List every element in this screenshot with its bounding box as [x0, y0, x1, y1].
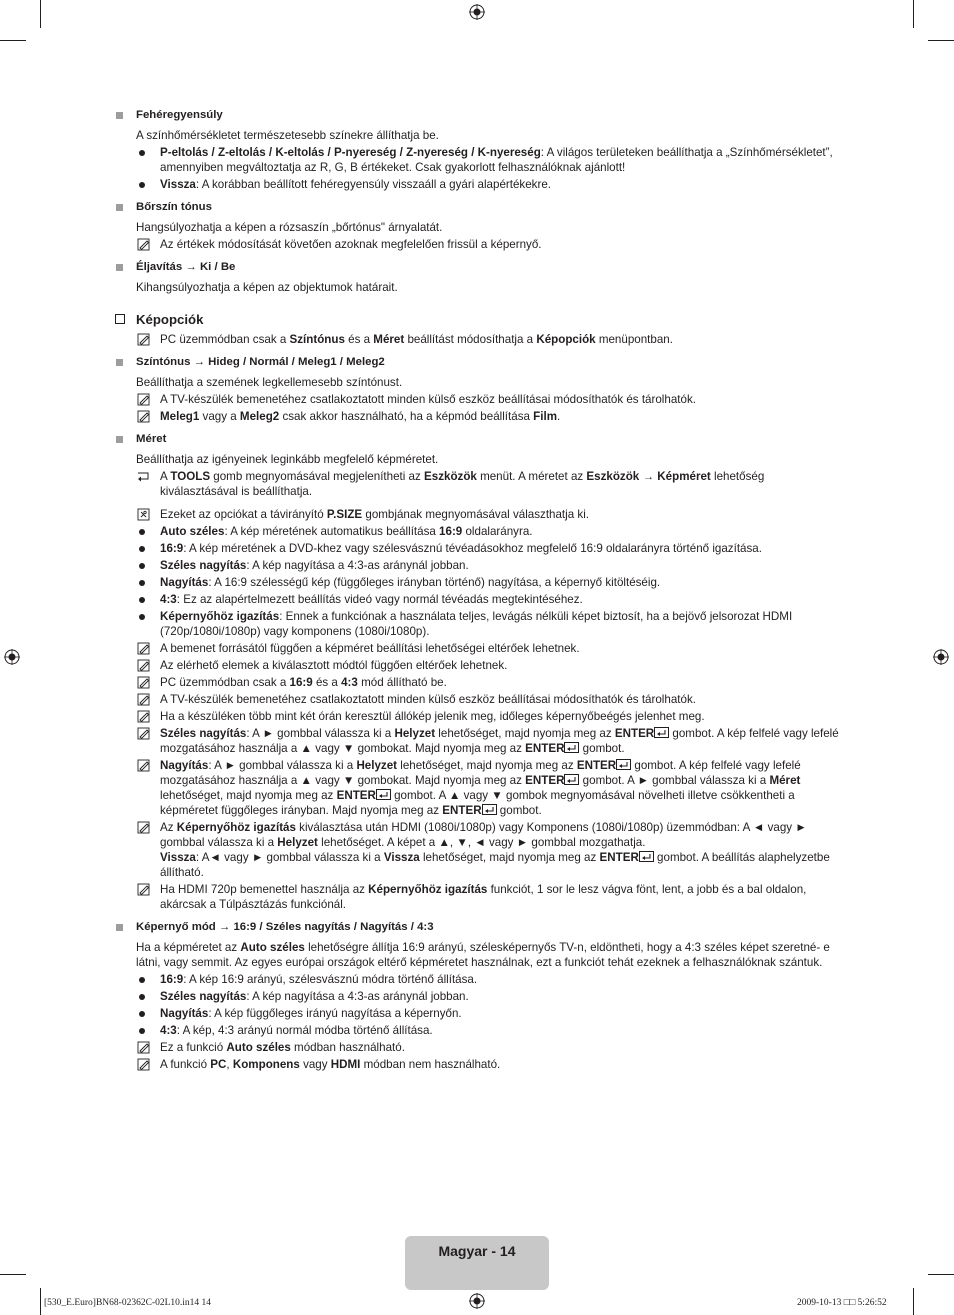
paragraph: Hangsúlyozhatja a képen a rózsaszín „bőrtónus" árnyalatát.: [136, 221, 443, 234]
enter-icon: [616, 759, 631, 770]
enter-icon: [482, 804, 497, 815]
file-info: [530_E.Euro]BN68-02362C-02L10.in14 14: [44, 1298, 212, 1308]
list-item: Nagyítás: A 16:9 szélességű kép (függőleges irányban történő) nagyítása, a képernyő kitöltéséig.: [115, 575, 845, 590]
crop-mark: [928, 40, 954, 41]
section-title: Éljavítás → Ki / Be: [115, 260, 845, 275]
bullet-icon: [139, 1028, 145, 1034]
note: Az elérhető elemek a kiválasztott módtól függően eltérőek lehetnek.: [115, 658, 845, 673]
list-item: 16:9: A kép 16:9 arányú, szélesvásznú módra történő állítása.: [115, 972, 845, 987]
tools-note: A TOOLS gomb megnyomásával megjelenítheti az Eszközök menüt. A méretet az Eszközök → Képméret lehetőség kiválasztásával is beállíthatja.: [115, 469, 845, 499]
registration-mark-icon: [933, 649, 949, 665]
note-icon: [137, 727, 151, 740]
section-title: Színtónus → Hideg / Normál / Meleg1 / Meleg2: [115, 355, 845, 370]
list-item: Nagyítás: A kép függőleges irányú nagyítása a képernyőn.: [115, 1006, 845, 1021]
section-title: Fehéregyensúly: [115, 108, 845, 123]
crop-mark: [913, 1288, 914, 1315]
note: A TV-készülék bemenetéhez csatlakoztatott minden külső eszköz beállításai módosíthatók és tárolhatók.: [115, 392, 845, 407]
bullet-icon: [139, 563, 145, 569]
page-number-badge: Magyar - 14: [405, 1236, 549, 1290]
note-icon: [137, 659, 151, 672]
list-item: P-eltolás / Z-eltolás / K-eltolás / P-nyereség / Z-nyereség / K-nyereség: A világos területeken beállíthatja a „Színhőmérsékletet”, amennyiben megváltoztatja az R, G, B értékeket. Csak gyakorlott felhasználóknak ajánlott!: [115, 145, 845, 175]
print-timestamp: 2009-10-13 □□ 5:26:52: [797, 1298, 887, 1308]
bullet-icon: [139, 580, 145, 586]
remote-note: Ezeket az opciókat a távirányító P.SIZE gombjának megnyomásával választhatja ki.: [115, 507, 845, 522]
paragraph: A színhőmérsékletet természetesebb színekre állíthatja be.: [136, 129, 439, 142]
list-item: Auto széles: A kép méretének automatikus beállítása 16:9 oldalarányra.: [115, 524, 845, 539]
list-item: 4:3: Ez az alapértelmezett beállítás videó vagy normál tévéadás megtekintéséhez.: [115, 592, 845, 607]
note-icon: [137, 238, 151, 251]
registration-mark-icon: [4, 649, 20, 665]
enter-icon: [564, 742, 579, 753]
list-item: 16:9: A kép méretének a DVD-khez vagy szélesvásznú tévéadásokhoz megfelelő 16:9 oldalarányra történő igazítása.: [115, 541, 845, 556]
square-bullet-icon: [116, 204, 123, 211]
square-bullet-icon: [116, 264, 123, 271]
enter-icon: [376, 789, 391, 800]
note-icon: [137, 410, 151, 423]
note-icon: [137, 821, 151, 834]
list-item: Képernyőhöz igazítás: Ennek a funkciónak a használata teljes, levágás nélküli képet biztosít, ha a bejövő jelsorozat HDMI (720p/1080i/1080p) vagy komponens (1080i/1080p).: [115, 609, 845, 639]
bullet-icon: [139, 1011, 145, 1017]
bullet-icon: [139, 977, 145, 983]
registration-mark-icon: [469, 4, 485, 20]
note: Ha a készüléken több mint két órán keresztül állókép jelenik meg, időleges képernyőbeégés jelenhet meg.: [115, 709, 845, 724]
square-bullet-icon: [116, 436, 123, 443]
section-title: Méret: [115, 432, 845, 447]
note: PC üzemmódban csak a Színtónus és a Méret beállítást módosíthatja a Képopciók menüpontban.: [115, 332, 845, 347]
bullet-icon: [139, 182, 145, 188]
checkbox-square-icon: [115, 314, 125, 324]
note: Széles nagyítás: A ► gombbal válassza ki a Helyzet lehetőséget, majd nyomja meg az ENTER gombot. A kép felfelé vagy lefelé mozgatásához használja a ▲ vagy ▼ gombokat. Majd nyomja meg az ENTER gombot.: [115, 726, 845, 756]
note: Meleg1 vagy a Meleg2 csak akkor használható, ha a képmód beállítása Film.: [115, 409, 845, 424]
note: A TV-készülék bemenetéhez csatlakoztatott minden külső eszköz beállításai módosíthatók és tárolhatók.: [115, 692, 845, 707]
note-icon: [137, 710, 151, 723]
crop-mark: [40, 0, 41, 28]
paragraph: Ha a képméretet az Auto széles lehetőségre állítja 16:9 arányú, szélesképernyős TV-n, eldöntheti, hogy a 4:3 széles képet szeretné- e látni, vagy semmit. Az egyes európai országok eltérő képméretet használnak, ezt a funkciót tehát ezeknek a felhasználóknak szántuk.: [136, 941, 830, 969]
list-item: 4:3: A kép, 4:3 arányú normál módba történő állítása.: [115, 1023, 845, 1038]
note: A funkció PC, Komponens vagy HDMI módban nem használható.: [115, 1057, 845, 1072]
note-icon: [137, 759, 151, 772]
note-icon: [137, 883, 151, 896]
tools-icon: [137, 470, 151, 483]
note-icon: [137, 693, 151, 706]
note-icon: [137, 333, 151, 346]
square-bullet-icon: [116, 359, 123, 366]
note: Az értékek módosítását követően azoknak megfelelően frissül a képernyő.: [115, 237, 845, 252]
bullet-icon: [139, 546, 145, 552]
bullet-icon: [139, 597, 145, 603]
bullet-icon: [139, 614, 145, 620]
square-bullet-icon: [116, 112, 123, 119]
registration-mark-icon: [469, 1293, 485, 1309]
note-icon: [137, 393, 151, 406]
list-item: Vissza: A korábban beállított fehéregyensúly visszaáll a gyári alapértékekre.: [115, 177, 845, 192]
heading-kepopciok: Képopciók: [115, 311, 845, 328]
list-item: Széles nagyítás: A kép nagyítása a 4:3-as aránynál jobban.: [115, 558, 845, 573]
paragraph: Beállíthatja a szemének legkellemesebb színtónust.: [136, 376, 403, 389]
note: A bemenet forrásától függően a képméret beállítási lehetőségei eltérőek lehetnek.: [115, 641, 845, 656]
bullet-icon: [139, 994, 145, 1000]
note: Ez a funkció Auto széles módban használható.: [115, 1040, 845, 1055]
enter-icon: [654, 727, 669, 738]
page-content: [115, 108, 845, 1072]
remote-icon: [137, 508, 151, 521]
bullet-icon: [139, 150, 145, 156]
note: PC üzemmódban csak a 16:9 és a 4:3 mód állítható be.: [115, 675, 845, 690]
crop-mark: [0, 1274, 26, 1275]
crop-mark: [40, 1288, 41, 1315]
note: Ha HDMI 720p bemenettel használja az Képernyőhöz igazítás funkciót, 1 sor le lesz vágva fönt, lent, a jobb és a bal oldalon, akárcsak a Túlpásztázás funkciónál.: [115, 882, 845, 912]
crop-mark: [913, 0, 914, 28]
enter-icon: [639, 851, 654, 862]
bullet-icon: [139, 529, 145, 535]
enter-icon: [564, 774, 579, 785]
paragraph: Beállíthatja az igényeinek leginkább megfelelő képméretet.: [136, 453, 439, 466]
list-item: Széles nagyítás: A kép nagyítása a 4:3-as aránynál jobban.: [115, 989, 845, 1004]
note-icon: [137, 676, 151, 689]
crop-mark: [928, 1274, 954, 1275]
square-bullet-icon: [116, 924, 123, 931]
paragraph: Kihangsúlyozhatja a képen az objektumok határait.: [136, 281, 398, 294]
note-icon: [137, 1041, 151, 1054]
section-title: Képernyő mód → 16:9 / Széles nagyítás / Nagyítás / 4:3: [115, 920, 845, 935]
note-icon: [137, 642, 151, 655]
note: Az Képernyőhöz igazítás kiválasztása után HDMI (1080i/1080p) vagy Komponens (1080i/1080p) üzemmódban: A ◄ vagy ► gombbal válassza ki a Helyzet lehetőséget. A képet a ▲, ▼, ◄ vagy ► gombbal mozgathatja. Vissza: A◄ vagy ► gombbal válassza ki a Vissza lehetőséget, majd nyomja meg az ENTER gombot. A beállítás alaphelyzetbe állítható.: [115, 820, 845, 880]
crop-mark: [0, 40, 26, 41]
note: Nagyítás: A ► gombbal válassza ki a Helyzet lehetőséget, majd nyomja meg az ENTER gombot. A kép felfelé vagy lefelé mozgatásához használja a ▲ vagy ▼ gombokat. Majd nyomja meg az ENTER gombot. A ► gombbal válassza ki a Méret lehetőséget, majd nyomja meg az ENTER gombot. A ▲ vagy ▼ gombok megnyomásával növelheti illetve csökkentheti a képméretet függőleges irányban. Majd nyomja meg az ENTER gombot.: [115, 758, 845, 818]
section-title: Bőrszín tónus: [115, 200, 845, 215]
note-icon: [137, 1058, 151, 1071]
